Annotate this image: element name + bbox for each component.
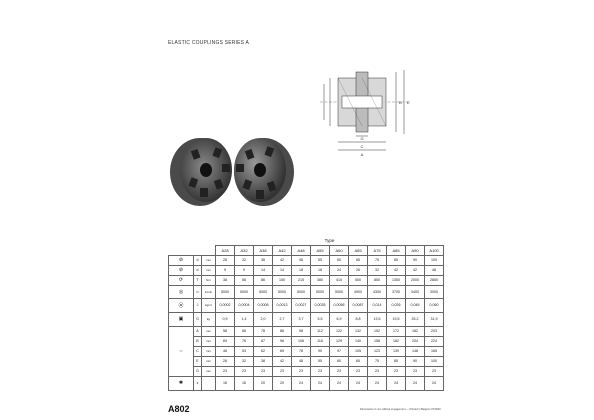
table-cell: 24 bbox=[292, 376, 311, 390]
row-symbol: G bbox=[194, 366, 202, 376]
table-cell: 3700 bbox=[387, 285, 406, 298]
svg-text:E: E bbox=[407, 100, 410, 105]
inertia-icon: ⦿ bbox=[169, 298, 194, 312]
svg-text:B: B bbox=[399, 100, 402, 105]
table-cell: 24 bbox=[387, 376, 406, 390]
table-cell: 24 bbox=[349, 376, 368, 390]
table-cell: 60 bbox=[330, 255, 349, 265]
row-unit: mm bbox=[202, 356, 216, 366]
table-cell: 16 bbox=[216, 376, 235, 390]
table-cell: 0,0027 bbox=[292, 298, 311, 312]
table-cell: 0,0008 bbox=[254, 298, 273, 312]
column-header: A28 bbox=[216, 245, 235, 255]
table-cell: 158 bbox=[368, 336, 387, 346]
coupling-cross-section-drawing bbox=[300, 62, 430, 162]
table-cell: 150 bbox=[273, 275, 292, 285]
table-cell: 55 bbox=[311, 356, 330, 366]
column-header: A75 bbox=[368, 245, 387, 255]
table-cell: 76 bbox=[235, 336, 254, 346]
table-row bbox=[169, 346, 444, 356]
table-cell: 65 bbox=[349, 255, 368, 265]
table-cell: 42 bbox=[273, 255, 292, 265]
table-cell: 129 bbox=[330, 336, 349, 346]
table-cell: 18 bbox=[311, 265, 330, 275]
table-cell: 48 bbox=[292, 255, 311, 265]
table-cell: 9 bbox=[235, 265, 254, 275]
table-cell: 32 bbox=[235, 356, 254, 366]
table-cell: 0,060 bbox=[425, 298, 444, 312]
table-cell: 75 bbox=[368, 356, 387, 366]
table-cell: 5000 bbox=[292, 285, 311, 298]
table-cell: 38 bbox=[254, 356, 273, 366]
table-cell: 53 bbox=[235, 346, 254, 356]
table-cell: 69 bbox=[273, 346, 292, 356]
type-header-row bbox=[169, 236, 444, 245]
table-cell: 23 bbox=[292, 366, 311, 376]
table-cell: 1350 bbox=[387, 275, 406, 285]
table-cell: 32 bbox=[235, 255, 254, 265]
table-cell: 60 bbox=[330, 356, 349, 366]
table-cell: 65 bbox=[349, 356, 368, 366]
table-cell: 106 bbox=[292, 336, 311, 346]
table-cell: 42 bbox=[273, 356, 292, 366]
table-cell: 2850 bbox=[425, 275, 444, 285]
row-symbol: n bbox=[194, 285, 202, 298]
row-unit: 1/min bbox=[202, 285, 216, 298]
table-cell: 14 bbox=[273, 265, 292, 275]
table-cell: 122 bbox=[330, 326, 349, 336]
table-cell: 5000 bbox=[254, 285, 273, 298]
table-cell: 3400 bbox=[406, 285, 425, 298]
table-cell: 139 bbox=[387, 346, 406, 356]
table-row bbox=[169, 366, 444, 376]
table-cell: 75 bbox=[368, 255, 387, 265]
table-cell: 86 bbox=[273, 326, 292, 336]
table-cell: 0,045 bbox=[406, 298, 425, 312]
table-cell: 118 bbox=[311, 336, 330, 346]
table-cell: 5000 bbox=[330, 285, 349, 298]
table-cell: 24 bbox=[330, 265, 349, 275]
table-cell: 0,014 bbox=[368, 298, 387, 312]
table-cell: 90 bbox=[311, 346, 330, 356]
table-cell: 3,7 bbox=[292, 312, 311, 326]
table-cell: 23 bbox=[349, 366, 368, 376]
table-cell: 112 bbox=[311, 326, 330, 336]
table-cell: 23 bbox=[425, 366, 444, 376]
row-unit: mm bbox=[202, 336, 216, 346]
specification-table bbox=[168, 236, 444, 391]
table-cell: 380 bbox=[311, 275, 330, 285]
table-cell: 78 bbox=[292, 346, 311, 356]
weight-icon: ▣ bbox=[169, 312, 194, 326]
table-cell: 105 bbox=[349, 346, 368, 356]
svg-text:C: C bbox=[360, 144, 364, 149]
table-row bbox=[169, 336, 444, 346]
speed-icon: ◎ bbox=[169, 285, 194, 298]
row-unit: mm bbox=[202, 326, 216, 336]
column-header: A38 bbox=[254, 245, 273, 255]
footer-note: Dimensions in mm without engagement — Printed in Belgium 07/2003 bbox=[360, 408, 441, 411]
table-cell: 148 bbox=[406, 346, 425, 356]
table-cell: 46 bbox=[216, 346, 235, 356]
table-cell: 31,9 bbox=[425, 312, 444, 326]
table-cell: 0,0035 bbox=[311, 298, 330, 312]
table-cell: 8,8 bbox=[349, 312, 368, 326]
table-cell: 165 bbox=[425, 346, 444, 356]
table-cell: 97 bbox=[330, 346, 349, 356]
table-cell: 1,4 bbox=[235, 312, 254, 326]
table-cell: 86 bbox=[254, 275, 273, 285]
table-cell: 415 bbox=[330, 275, 349, 285]
table-row bbox=[169, 298, 444, 312]
row-symbol: d bbox=[194, 265, 202, 275]
column-header: A90 bbox=[406, 245, 425, 255]
table-cell: 9 bbox=[216, 265, 235, 275]
row-unit: Nm bbox=[202, 275, 216, 285]
table-cell: 5000 bbox=[235, 285, 254, 298]
table-cell: 87 bbox=[254, 336, 273, 346]
table-cell: 182 bbox=[387, 336, 406, 346]
table-cell: 5000 bbox=[311, 285, 330, 298]
table-cell: 78 bbox=[254, 326, 273, 336]
table-cell: 38 bbox=[216, 275, 235, 285]
table-cell: 69 bbox=[216, 336, 235, 346]
table-cell: 0,0087 bbox=[349, 298, 368, 312]
column-header: A32 bbox=[235, 245, 254, 255]
table-cell: 24 bbox=[425, 376, 444, 390]
table-cell: 20 bbox=[273, 376, 292, 390]
table-cell: 132 bbox=[349, 326, 368, 336]
table-row bbox=[169, 285, 444, 298]
row-symbol: C bbox=[194, 346, 202, 356]
row-unit: mm bbox=[202, 346, 216, 356]
row-symbol: B bbox=[194, 336, 202, 346]
table-cell: 182 bbox=[406, 326, 425, 336]
table-cell: 55 bbox=[311, 255, 330, 265]
table-cell: 23 bbox=[406, 366, 425, 376]
table-cell: 48 bbox=[425, 265, 444, 275]
table-cell: 14 bbox=[254, 265, 273, 275]
table-cell: 62 bbox=[254, 346, 273, 356]
column-header: A85 bbox=[387, 245, 406, 255]
table-cell: 123 bbox=[368, 346, 387, 356]
type-label: Type bbox=[216, 236, 444, 245]
table-row bbox=[169, 255, 444, 265]
table-cell: 42 bbox=[406, 265, 425, 275]
table-cell: 203 bbox=[425, 326, 444, 336]
table-cell: 24 bbox=[406, 376, 425, 390]
table-cell: 13,5 bbox=[368, 312, 387, 326]
row-unit bbox=[202, 376, 216, 390]
table-cell: 20 bbox=[254, 376, 273, 390]
row-unit: kg bbox=[202, 312, 216, 326]
table-cell: 5,5 bbox=[311, 312, 330, 326]
row-unit: mm bbox=[202, 255, 216, 265]
table-cell: 96 bbox=[273, 336, 292, 346]
table-cell: 24 bbox=[368, 376, 387, 390]
column-header: A60 bbox=[330, 245, 349, 255]
row-unit: mm bbox=[202, 265, 216, 275]
coupling-photo bbox=[160, 128, 300, 218]
table-cell: 4300 bbox=[368, 285, 387, 298]
table-cell: 4900 bbox=[349, 285, 368, 298]
row-unit: mm bbox=[202, 366, 216, 376]
table-cell: 16 bbox=[235, 376, 254, 390]
column-header: A65 bbox=[349, 245, 368, 255]
table-cell: 23 bbox=[311, 366, 330, 376]
table-cell: 23 bbox=[368, 366, 387, 376]
table-cell: 23 bbox=[330, 366, 349, 376]
table-cell: 38 bbox=[254, 255, 273, 265]
table-row bbox=[169, 275, 444, 285]
table-cell: 32 bbox=[368, 265, 387, 275]
row-symbol: A bbox=[194, 326, 202, 336]
table-cell: 2,0 bbox=[254, 312, 273, 326]
table-cell: 98 bbox=[292, 326, 311, 336]
table-cell: 25,2 bbox=[406, 312, 425, 326]
row-symbol: G bbox=[194, 312, 202, 326]
row-symbol: J bbox=[194, 298, 202, 312]
table-cell: 58 bbox=[235, 275, 254, 285]
page-number: A802 bbox=[168, 404, 190, 414]
table-cell: 0,0013 bbox=[273, 298, 292, 312]
table-cell: 90 bbox=[406, 255, 425, 265]
table-row bbox=[169, 376, 444, 390]
torque-icon: ⟳ bbox=[169, 275, 194, 285]
table-cell: 28 bbox=[216, 356, 235, 366]
table-cell: 140 bbox=[349, 336, 368, 346]
table-cell: 0,026 bbox=[387, 298, 406, 312]
table-cell: 2,7 bbox=[273, 312, 292, 326]
column-header: A100 bbox=[425, 245, 444, 255]
table-row bbox=[169, 312, 444, 326]
table-cell: 2000 bbox=[406, 275, 425, 285]
svg-text:A: A bbox=[360, 152, 364, 157]
spider-icon: ✱ bbox=[169, 376, 194, 390]
table-cell: 23 bbox=[387, 366, 406, 376]
table-cell: 23 bbox=[254, 366, 273, 376]
table-cell: 19,5 bbox=[387, 312, 406, 326]
table-cell: 85 bbox=[387, 356, 406, 366]
table-cell: 0,0056 bbox=[330, 298, 349, 312]
table-cell: 0,9 bbox=[216, 312, 235, 326]
table-cell: 172 bbox=[387, 326, 406, 336]
row-symbol: E bbox=[194, 356, 202, 366]
bore-icon: ⊘ bbox=[169, 255, 194, 265]
table-cell: 204 bbox=[406, 336, 425, 346]
table-cell: 5000 bbox=[216, 285, 235, 298]
table-row bbox=[169, 265, 444, 275]
table-cell: 24 bbox=[330, 376, 349, 390]
table-row bbox=[169, 356, 444, 366]
table-cell: 152 bbox=[368, 326, 387, 336]
bore-icon: ⊘ bbox=[169, 265, 194, 275]
column-header: A42 bbox=[273, 245, 292, 255]
column-header: A55 bbox=[311, 245, 330, 255]
table-cell: 850 bbox=[368, 275, 387, 285]
table-cell: 23 bbox=[235, 366, 254, 376]
dimension-icon: ⇔ bbox=[169, 326, 194, 376]
row-symbol: d bbox=[194, 255, 202, 265]
svg-text:G: G bbox=[360, 136, 364, 141]
table-cell: 66 bbox=[235, 326, 254, 336]
row-symbol: T bbox=[194, 275, 202, 285]
table-cell: 5000 bbox=[273, 285, 292, 298]
table-cell: 3000 bbox=[425, 285, 444, 298]
table-cell: 85 bbox=[387, 255, 406, 265]
table-cell: 26 bbox=[349, 265, 368, 275]
table-cell: 224 bbox=[425, 336, 444, 346]
column-header: A48 bbox=[292, 245, 311, 255]
table-cell: 0,0002 bbox=[216, 298, 235, 312]
table-cell: 6,9 bbox=[330, 312, 349, 326]
table-cell: 100 bbox=[425, 356, 444, 366]
table-cell: 42 bbox=[387, 265, 406, 275]
column-header-row bbox=[169, 245, 444, 255]
table-cell: 23 bbox=[273, 366, 292, 376]
table-cell: 23 bbox=[216, 366, 235, 376]
row-symbol: z bbox=[194, 376, 202, 390]
table-cell: 0,0004 bbox=[235, 298, 254, 312]
page-title: ELASTIC COUPLINGS SERIES A bbox=[168, 40, 250, 46]
table-cell: 58 bbox=[216, 326, 235, 336]
table-cell: 24 bbox=[311, 376, 330, 390]
table-cell: 18 bbox=[292, 265, 311, 275]
table-cell: 90 bbox=[406, 356, 425, 366]
row-unit: kgm² bbox=[202, 298, 216, 312]
table-cell: 28 bbox=[216, 255, 235, 265]
table-cell: 100 bbox=[425, 255, 444, 265]
table-cell: 215 bbox=[292, 275, 311, 285]
table-row bbox=[169, 326, 444, 336]
table-cell: 48 bbox=[292, 356, 311, 366]
table-cell: 550 bbox=[349, 275, 368, 285]
